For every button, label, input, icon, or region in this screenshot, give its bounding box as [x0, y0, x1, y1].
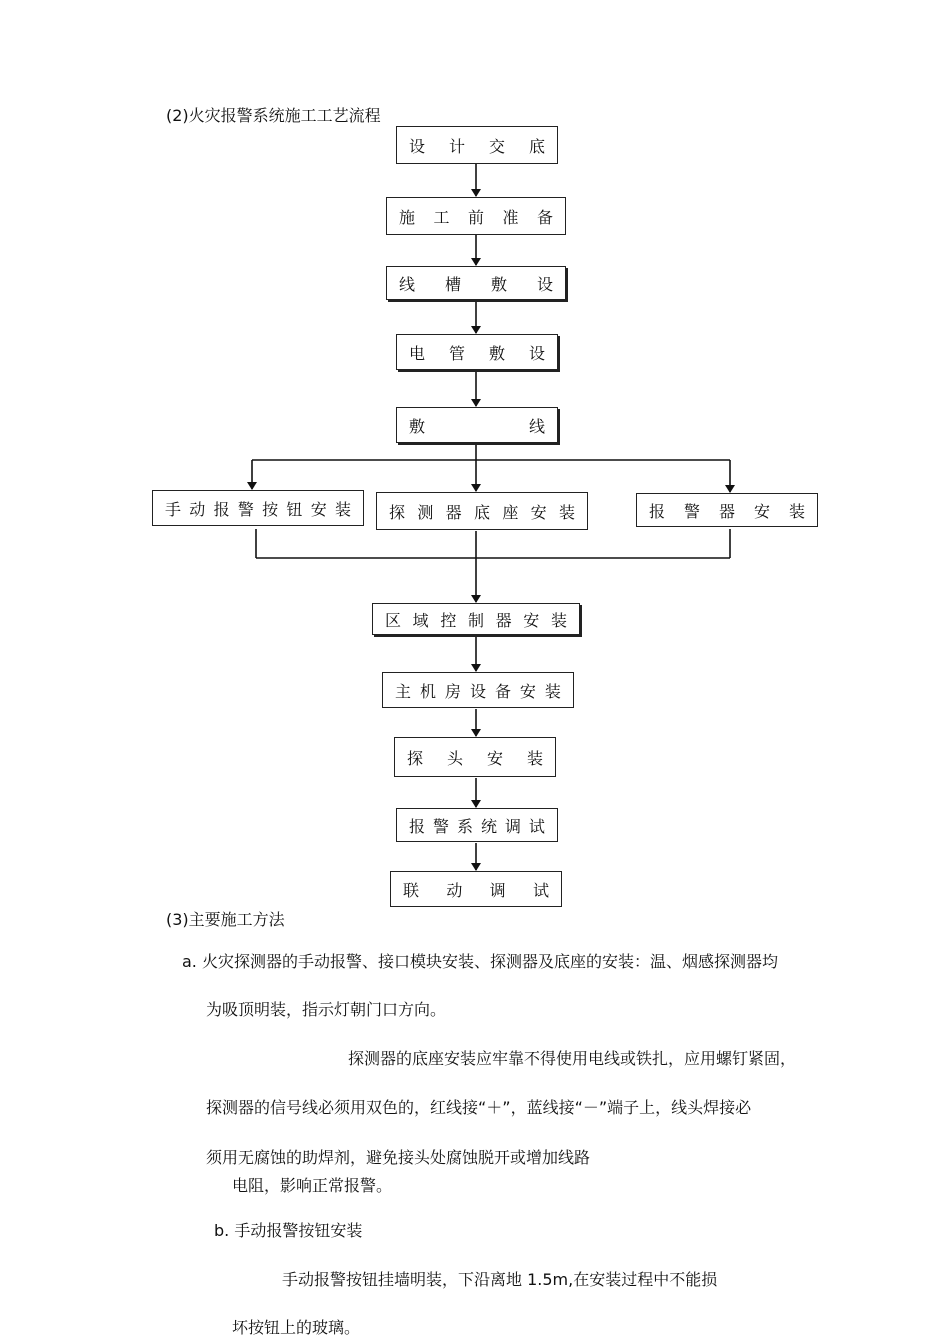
- flow-step-design-briefing: 设 计 交 底: [396, 126, 558, 164]
- flow-branch-alarm-device: 报 警 器 安 装: [636, 493, 818, 527]
- para-b-line-2: 坏按钮上的玻璃。: [232, 1318, 361, 1337]
- flow-step-zone-controller: 区 域 控 制 器 安 装: [372, 603, 580, 635]
- para-a-line-2: 为吸顶明装，指示灯朝门口方向。: [206, 1000, 447, 1019]
- flow-step-system-debugging: 报 警 系 统 调 试: [396, 808, 558, 842]
- section-3-title: (3)主要施工方法: [166, 910, 285, 929]
- flow-step-detector-head: 探 头 安 装: [394, 737, 556, 777]
- flow-branch-manual-alarm-button: 手 动 报 警 按 钮 安 装: [152, 490, 364, 526]
- flow-step-conduit: 电 管 敷 设: [396, 334, 558, 370]
- flow-step-main-room-equipment: 主 机 房 设 备 安 装: [382, 672, 574, 708]
- para-b-title: b. 手动报警按钮安装: [214, 1221, 363, 1240]
- para-b-line-1: 手动报警按钮挂墙明装，下沿离地 1.5m,在安装过程中不能损: [282, 1270, 718, 1289]
- section-2-title: (2)火灾报警系统施工工艺流程: [166, 106, 381, 125]
- flow-branch-detector-base: 探 测 器 底 座 安 装: [376, 492, 588, 530]
- flow-step-linkage-debugging: 联 动 调 试: [390, 871, 562, 907]
- flow-step-wiring: 敷 线: [396, 407, 558, 443]
- para-a-line-6: 电阻，影响正常报警。: [232, 1176, 393, 1195]
- para-a-line-3: 探测器的底座安装应牢靠不得使用电线或铁扎，应用螺钉紧固，: [348, 1049, 797, 1068]
- flow-step-trunking: 线 槽 敷 设: [386, 266, 566, 300]
- flow-step-preparation: 施 工 前 准 备: [386, 197, 566, 235]
- para-a-line-1: a. 火灾探测器的手动报警、接口模块安装、探测器及底座的安装：温、烟感探测器均: [182, 952, 778, 971]
- para-a-line-5: 须用无腐蚀的助焊剂，避免接头处腐蚀脱开或增加线路: [206, 1148, 591, 1167]
- para-a-line-4: 探测器的信号线必须用双色的，红线接“＋”，蓝线接“－”端子上，线头焊接必: [206, 1098, 752, 1117]
